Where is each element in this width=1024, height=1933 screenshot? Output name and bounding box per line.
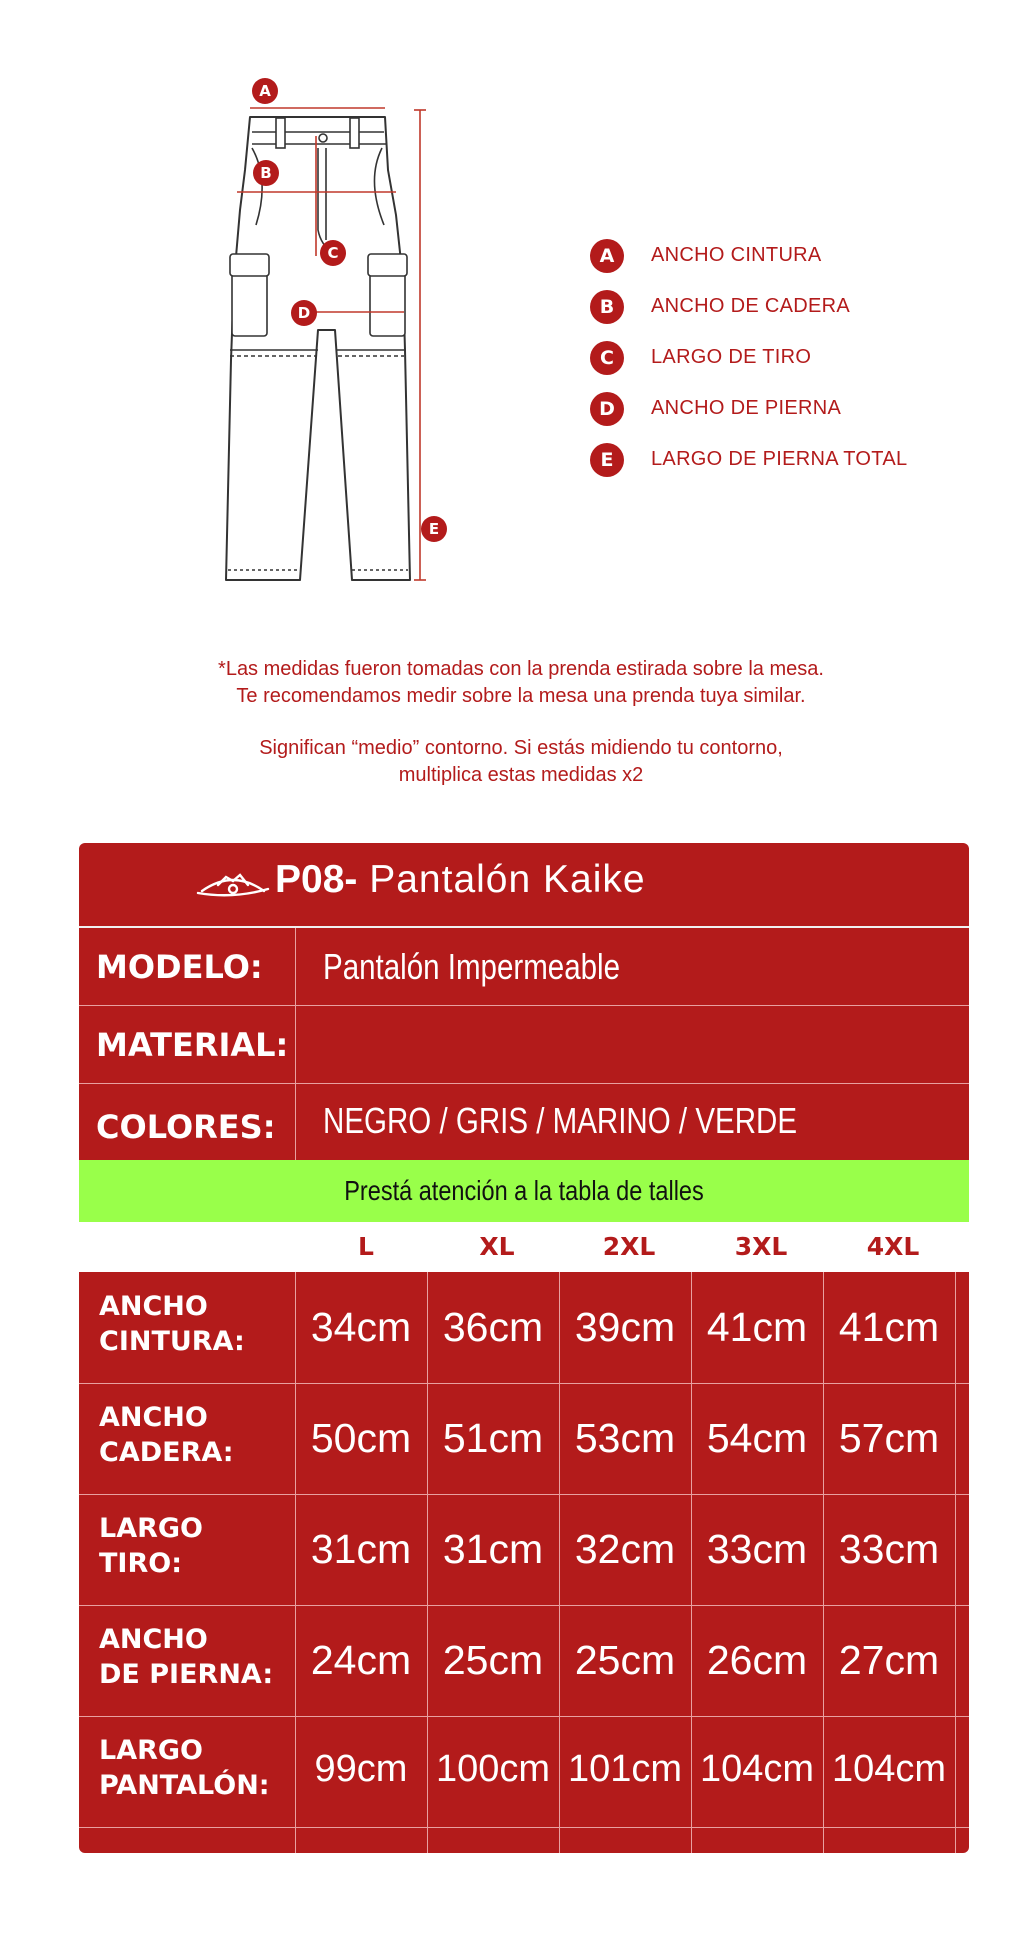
marker-b-icon — [253, 160, 279, 186]
row-label-line: TIRO: — [99, 1548, 183, 1579]
product-code: P08- — [275, 858, 358, 901]
size-table-card — [79, 843, 969, 1853]
product-title — [275, 858, 646, 902]
marker-e-icon — [421, 516, 447, 542]
measurement-value: 32cm — [574, 1526, 676, 1572]
note-line: Te recomendamos medir sobre la mesa una prenda tuya similar. — [236, 685, 806, 707]
legend-item-c — [590, 332, 1010, 383]
legend-item-a — [590, 230, 1010, 281]
row-label-line: CADERA: — [99, 1437, 234, 1468]
measurement-value: 100cm — [435, 1748, 551, 1790]
product-name: Pantalón Kaike — [357, 858, 646, 901]
modelo-label: MODELO: — [96, 948, 263, 986]
row-label-line: LARGO — [99, 1735, 204, 1766]
measurement-value: 101cm — [567, 1748, 683, 1790]
measurement-value: 39cm — [574, 1304, 676, 1350]
svg-text:C: C — [327, 244, 339, 262]
size-label: 3XL — [734, 1232, 788, 1261]
material-row — [79, 1006, 969, 1084]
notice-banner — [79, 1160, 969, 1222]
legend-label: ANCHO DE CADERA — [651, 295, 850, 317]
measurement-value: 36cm — [442, 1304, 544, 1350]
marker-a-icon — [252, 78, 278, 104]
colores-label: COLORES: — [96, 1108, 276, 1146]
svg-text:A: A — [259, 82, 271, 100]
legend-item-d — [590, 383, 1010, 434]
row-label-tiro — [99, 1511, 203, 1581]
contour-note — [0, 735, 1024, 789]
legend-item-b — [590, 281, 1010, 332]
material-label: MATERIAL: — [96, 1026, 289, 1064]
legend-badge: A — [590, 239, 624, 273]
measurement-value: 54cm — [706, 1415, 808, 1461]
note-line: Significan “medio” contorno. Si estás midiendo tu contorno, — [259, 737, 783, 759]
measurement-value: 104cm — [831, 1748, 947, 1790]
legend-badge: C — [590, 341, 624, 375]
legend-badge: E — [590, 443, 624, 477]
measurement-value: 41cm — [706, 1304, 808, 1350]
measurement-value: 53cm — [574, 1415, 676, 1461]
grid-line — [79, 1716, 969, 1717]
note-line: multiplica estas medidas x2 — [398, 764, 644, 786]
legend-label: LARGO DE TIRO — [651, 346, 812, 368]
measurement-value: 104cm — [699, 1748, 815, 1790]
measurement-value: 27cm — [838, 1637, 940, 1683]
measurement-value: 24cm — [310, 1637, 412, 1683]
size-header-row — [79, 1222, 969, 1272]
row-label-line: ANCHO — [99, 1402, 208, 1433]
row-label-line: DE PIERNA: — [99, 1659, 274, 1690]
row-label-cadera — [99, 1400, 234, 1470]
measurement-value: 25cm — [574, 1637, 676, 1683]
legend-badge: D — [590, 392, 624, 426]
grid-line — [79, 1383, 969, 1384]
measurement-value: 41cm — [838, 1304, 940, 1350]
measurement-legend — [590, 230, 1010, 485]
notice-text: Prestá atención a la tabla de talles — [344, 1175, 704, 1206]
legend-label: LARGO DE PIERNA TOTAL — [651, 448, 908, 470]
grid-line — [79, 1827, 969, 1828]
row-label-line: CINTURA: — [99, 1326, 245, 1357]
row-label-line: PANTALÓN: — [99, 1770, 270, 1801]
measurement-value: 33cm — [838, 1526, 940, 1572]
info-divider — [295, 928, 296, 1160]
table-title-row — [79, 843, 969, 928]
pants-diagram — [200, 60, 480, 600]
row-label-cintura — [99, 1289, 245, 1359]
svg-text:E: E — [428, 520, 440, 538]
row-label-pierna — [99, 1622, 273, 1692]
row-label-line: ANCHO — [99, 1624, 208, 1655]
modelo-row — [79, 928, 969, 1006]
size-label: 4XL — [866, 1232, 920, 1261]
svg-text:D: D — [297, 304, 311, 322]
measurement-value: 31cm — [442, 1526, 544, 1572]
size-label: XL — [479, 1232, 515, 1261]
modelo-value: Pantalón Impermeable — [323, 946, 621, 987]
marker-d-icon — [291, 300, 317, 326]
measurement-value: 99cm — [314, 1748, 408, 1790]
legend-item-e — [590, 434, 1010, 485]
measurement-value: 26cm — [706, 1637, 808, 1683]
row-label-line: ANCHO — [99, 1291, 208, 1322]
colores-row — [79, 1084, 969, 1160]
grid-line — [955, 1272, 956, 1853]
marker-c-icon — [320, 240, 346, 266]
note-line: *Las medidas fueron tomadas con la prenda estirada sobre la mesa. — [218, 658, 824, 680]
measurement-note — [0, 656, 1024, 710]
measurement-value: 50cm — [310, 1415, 412, 1461]
size-label: 2XL — [602, 1232, 656, 1261]
legend-label: ANCHO CINTURA — [651, 244, 822, 266]
measurement-value: 25cm — [442, 1637, 544, 1683]
colores-value: NEGRO / GRIS / MARINO / VERDE — [323, 1100, 798, 1141]
row-label-line: LARGO — [99, 1513, 204, 1544]
measurement-value: 57cm — [838, 1415, 940, 1461]
grid-line — [79, 1494, 969, 1495]
measurement-value: 31cm — [310, 1526, 412, 1572]
legend-label: ANCHO DE PIERNA — [651, 397, 842, 419]
row-label-pantalon — [99, 1733, 270, 1803]
measurement-value: 51cm — [442, 1415, 544, 1461]
measurement-value: 33cm — [706, 1526, 808, 1572]
grid-line — [79, 1605, 969, 1606]
size-label: L — [358, 1232, 374, 1261]
legend-badge: B — [590, 290, 624, 324]
brand-logo-icon — [196, 865, 270, 901]
measurement-value: 34cm — [310, 1304, 412, 1350]
svg-text:B: B — [260, 164, 272, 182]
